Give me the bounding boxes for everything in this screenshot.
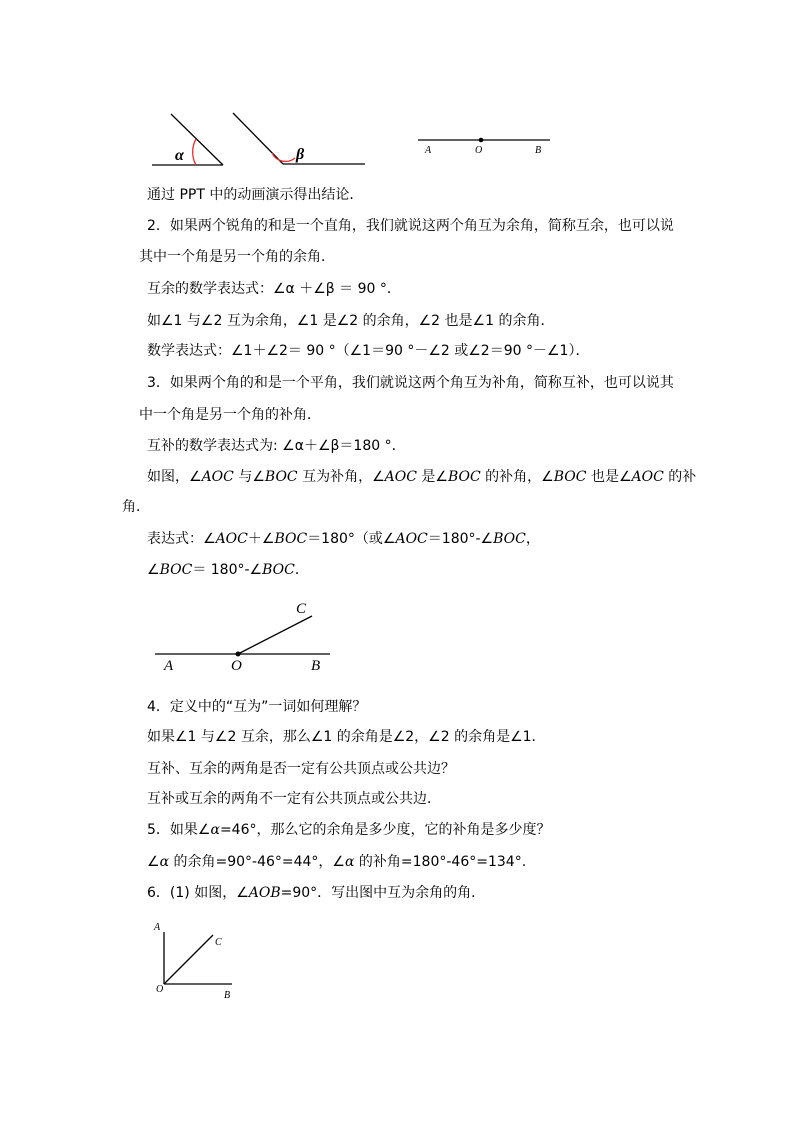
line-label-o: O <box>475 145 483 156</box>
text-line-2: 2．如果两个锐角的和是一个直角，我们就说这两个角互为余角，简称互余，也可以说 <box>147 218 674 234</box>
text-line-14: 4．定义中的“互为”一词如何理解？ <box>147 699 367 715</box>
line-label-b: B <box>535 145 542 156</box>
text-line-17: 互补或互余的两角不一定有公共顶点或公共边． <box>147 791 441 807</box>
figure-right-angle-aob <box>164 932 232 984</box>
fig2-label-o: O <box>231 658 242 674</box>
text-line-7: 3．如果两个角的和是一个平角，我们就说这两个角互为补角，简称互补，也可以说其 <box>147 375 674 391</box>
text-line-10: 如图，∠AOC 与∠BOC 互为补角，∠AOC 是∠BOC 的补角，∠BOC 也是∠AOC 的补 <box>147 469 697 485</box>
text-line-12: 表达式：∠AOC＋∠BOC＝180°（或∠AOC＝180°-∠BOC， <box>147 531 540 547</box>
straight-line-aob <box>418 138 550 143</box>
point-o <box>479 138 484 143</box>
figure-supplementary-angles <box>155 616 330 654</box>
fig2-label-b: B <box>311 658 321 674</box>
fig2-point-o <box>236 652 241 657</box>
text-line-5: 如∠1 与∠2 互为余角，∠1 是∠2 的余角，∠2 也是∠1 的余角． <box>147 313 555 329</box>
beta-label: β <box>296 146 305 163</box>
fig2-label-a: A <box>164 658 174 674</box>
text-line-3: 其中一个角是另一个角的余角． <box>139 249 335 265</box>
text-line-9: 互补的数学表达式为: ∠α＋∠β＝180 °． <box>147 438 406 454</box>
alpha-label: α <box>175 147 184 164</box>
text-line-15: 如果∠1 与∠2 互余，那么∠1 的余角是∠2，∠2 的余角是∠1． <box>147 729 546 745</box>
line-label-a: A <box>425 145 432 156</box>
fig3-label-o: O <box>156 984 164 995</box>
fig3-label-c: C <box>215 937 222 948</box>
fig3-label-b: B <box>224 990 231 1001</box>
text-line-1: 通过 PPT 中的动画演示得出结论． <box>147 187 364 203</box>
text-line-16: 互补、互余的两角是否一定有公共顶点或公共边？ <box>147 761 455 777</box>
fig3-label-a: A <box>154 922 161 933</box>
text-line-6: 数学表达式：∠1＋∠2＝ 90 °（∠1＝90 °－∠2 或∠2＝90 °－∠1）． <box>147 343 590 359</box>
text-line-4: 互余的数学表达式：∠α ＋∠β ＝ 90 °． <box>147 281 401 297</box>
text-line-11: 角． <box>122 499 150 515</box>
text-line-18: 5．如果∠α=46°，那么它的余角是多少度，它的补角是多少度？ <box>147 822 551 838</box>
text-line-8: 中一个角是另一个角的补角． <box>139 407 321 423</box>
text-line-13: ∠BOC＝ 180°-∠BOC． <box>147 562 309 578</box>
text-line-20: 6．(1) 如图，∠AOB=90°．写出图中互为余角的角． <box>147 885 486 901</box>
angle-alpha-figure <box>152 114 223 165</box>
fig2-label-c: C <box>296 601 307 617</box>
text-line-19: ∠α 的余角=90°-46°=44°，∠α 的补角=180°-46°=134°. <box>147 854 527 870</box>
